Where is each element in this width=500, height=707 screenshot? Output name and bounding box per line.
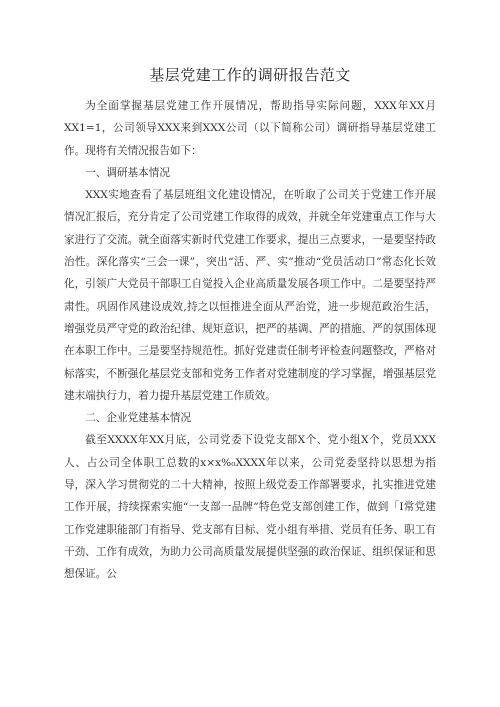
- section-heading: 一、调研基本情况: [85, 166, 170, 179]
- body-paragraph: 截至XXXX年XX月底，公司党委下设党支部X个、党小组X个，党员XXX人、占公司全体职工总数的x×x%₀XXXX年以来，公司党委坚持以思想为指导，深入学习贯彻党的二十大精神，按照上级党委工作部署要求，扎实推进党建工作开展，持续探索实施“一支部一品牌”特色党支部创建工作，做到「I常党建工作党建职能部门有指导、党支部有目标、党小组有举措、党员有任务、职工有干劲、工作有成效，为助力公司高质量发展提供坚强的政治保证、组织保证和思想保证。公: [64, 434, 436, 581]
- section-heading: 二、企业党建基本情况: [85, 412, 192, 425]
- document-title: 基层党建工作的调研报告范文: [149, 66, 351, 84]
- intro-paragraph: 为全面掌握基层党建工作开展情况，帮助指导实际问题，XXX年XX月XX1=1，公司领导XXX来到XXX公司（以下简称公司）调研指导基层党建工作。现将有关情况报告如下：: [64, 100, 436, 157]
- document-body: [64, 95, 436, 586]
- body-paragraph: XXX实地查看了基层班组文化建设情况，在听取了公司关于党建工作开展情况汇报后，充分肯定了公司党建工作取得的成效，并就全年党建重点工作与大家进行了交流。就全面落实新时代党建工作要求，提出三点要求，一是要坚持政治性。深化落实“三会一课”，突出“活、严、实”推动“党员活动口”常态化长效化，引领广大党员干部职工自觉投入企业高质量发展各项工作中。二是要坚持严肃性。巩固作风建设成效,持之以恒推进全面从严治党，进一步规范政治生活，增强党员严守党的政治纪律、规矩意识，把严的基调、严的措施、严的氛围体现在本职工作中。三是要坚持规范性。抓好党建责任制考评检查问题整改，严格对标落实，不断强化基层党支部和党务工作者对党建制度的学习掌握，增强基层党建末端执行力，着力提升基层党建工作质效。: [64, 189, 436, 402]
